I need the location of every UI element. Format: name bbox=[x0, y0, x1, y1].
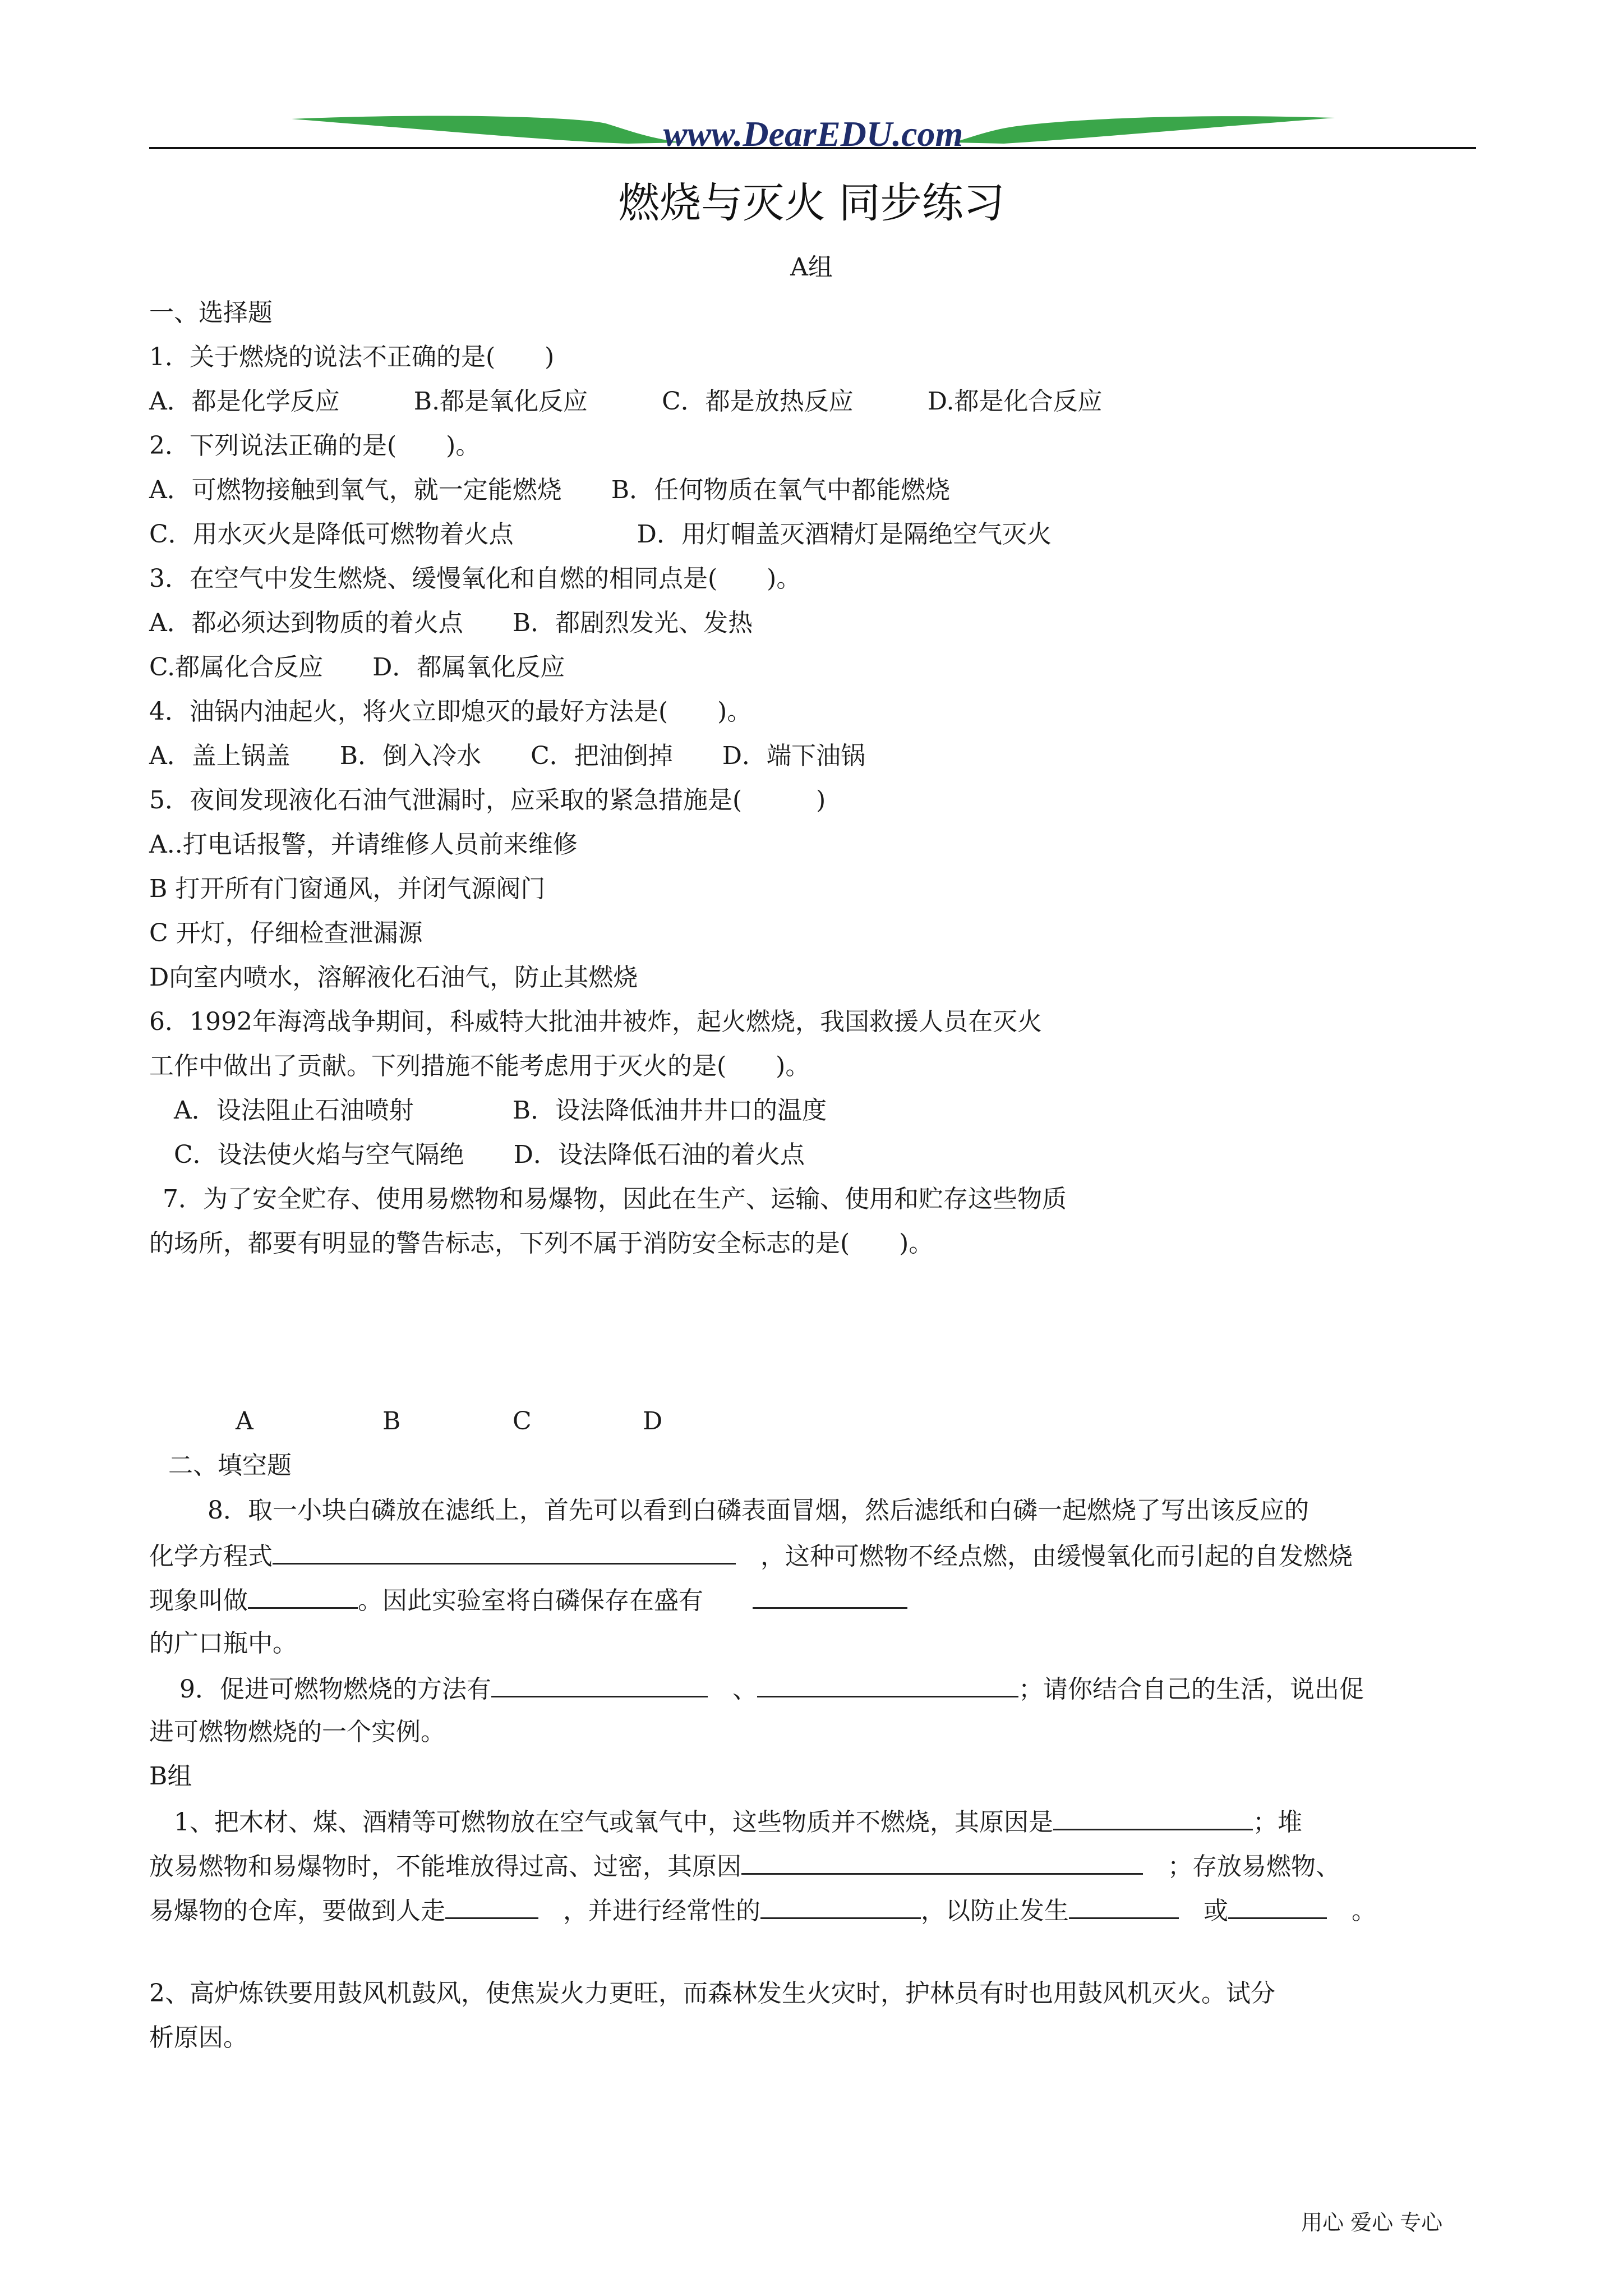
q8-blank-equation[interactable] bbox=[273, 1538, 736, 1565]
group-b-label: B组 bbox=[149, 1762, 192, 1791]
question-1-options: A．都是化学反应 B.都是氧化反应 C．都是放热反应 D.都是化合反应 bbox=[149, 387, 1103, 416]
q8-blank-phenomenon[interactable] bbox=[248, 1582, 358, 1609]
q8-text-after-equation: ，这种可燃物不经点燃，由缓慢氧化而引起的自发燃烧 bbox=[760, 1542, 1353, 1571]
question-8-line3 bbox=[149, 1582, 907, 1618]
question-7-stem-line2: 的场所，都要有明显的警告标志，下列不属于消防安全标志的是( )。 bbox=[149, 1229, 934, 1258]
question-9-line2: 进可燃物燃烧的一个实例。 bbox=[149, 1718, 445, 1746]
q9-separator: 、 bbox=[732, 1675, 757, 1704]
q9-text-after: ；请你结合自己的生活，说出促 bbox=[1018, 1675, 1364, 1704]
question-6-stem-line1: 6．1992年海湾战争期间，科威特大批油井被炸，起火燃烧，我国救援人员在灭火 bbox=[149, 1007, 1042, 1036]
question-1-stem: 1．关于燃烧的说法不正确的是( ) bbox=[149, 343, 555, 371]
b1-line1 bbox=[174, 1804, 1302, 1839]
question-8-line1: 8．取一小块白磷放在滤纸上，首先可以看到白磷表面冒烟，然后滤纸和白磷一起燃烧了写出该反应的 bbox=[208, 1496, 1309, 1525]
question-2-options-row1: A．可燃物接触到氧气，就一定能燃烧 B．任何物质在氧气中都能燃烧 bbox=[149, 476, 951, 504]
b1-line2 bbox=[149, 1848, 1340, 1884]
b1-blank-leave[interactable] bbox=[445, 1893, 538, 1919]
page-title: 燃烧与灭火 同步练习 bbox=[618, 179, 1005, 227]
question-5-option-d: D向室内喷水，溶解液化石油气，防止其燃烧 bbox=[149, 963, 638, 992]
question-5-option-c: C 开灯，仔细检查泄漏源 bbox=[149, 919, 423, 947]
question-7-stem-line1: 7．为了安全贮存、使用易燃物和易爆物，因此在生产、运输、使用和贮存这些物质 bbox=[163, 1185, 1067, 1213]
q8-label-phenomenon: 现象叫做 bbox=[149, 1586, 248, 1615]
section-heading-fill: 二、填空题 bbox=[168, 1451, 292, 1480]
q8-text-storage: 。因此实验室将白磷保存在盛有 bbox=[358, 1586, 703, 1615]
group-a-label: A组 bbox=[790, 253, 833, 282]
b1-blank-prevent2[interactable] bbox=[1228, 1893, 1327, 1919]
question-3-options-row1: A．都必须达到物质的着火点 B．都剧烈发光、发热 bbox=[149, 609, 753, 637]
question-3-stem: 3．在空气中发生燃烧、缓慢氧化和自燃的相同点是( )。 bbox=[149, 564, 801, 593]
question-6-options-row1: A．设法阻止石油喷射 B．设法降低油井井口的温度 bbox=[174, 1096, 827, 1125]
b1-text-or: 或 bbox=[1204, 1897, 1228, 1925]
b1-text-warehouse: 易爆物的仓库，要做到人走 bbox=[149, 1897, 445, 1925]
b2-line2: 析原因。 bbox=[149, 2023, 248, 2052]
page-footer: 用心 爱心 专心 bbox=[1301, 2210, 1443, 2235]
b1-blank-regular[interactable] bbox=[760, 1893, 921, 1919]
header-divider bbox=[149, 147, 1476, 149]
q7-choice-label-a: A bbox=[236, 1407, 253, 1435]
b1-text-stacking: 放易燃物和易爆物时，不能堆放得过高、过密，其原因 bbox=[149, 1852, 741, 1881]
b1-text-after-reason: ；堆 bbox=[1253, 1808, 1302, 1837]
q9-blank-method1[interactable] bbox=[491, 1671, 708, 1697]
question-3-options-row2: C.都属化合反应 D．都属氧化反应 bbox=[149, 653, 565, 682]
q7-choice-label-d: D bbox=[643, 1407, 663, 1435]
b1-text-prevent: ，以防止发生 bbox=[921, 1897, 1069, 1925]
b1-blank-reason[interactable] bbox=[1053, 1804, 1253, 1830]
question-5-option-b: B 打开所有门窗通风，并闭气源阀门 bbox=[149, 875, 546, 903]
q8-label-equation: 化学方程式 bbox=[149, 1542, 273, 1571]
question-5-stem: 5．夜间发现液化石油气泄漏时，应采取的紧急措施是( ) bbox=[149, 786, 826, 815]
b2-line1: 2、高炉炼铁要用鼓风机鼓风，使焦炭火力更旺，而森林发生火灾时，护林员有时也用鼓风机灭火。试分 bbox=[149, 1979, 1275, 2008]
question-4-options: A．盖上锅盖 B．倒入冷水 C．把油倒掉 D．端下油锅 bbox=[149, 742, 866, 770]
question-8-line4: 的广口瓶中。 bbox=[149, 1629, 297, 1658]
q8-blank-storage[interactable] bbox=[753, 1582, 907, 1609]
b1-blank-prevent1[interactable] bbox=[1069, 1893, 1179, 1919]
logo-swoosh-right bbox=[953, 116, 1335, 144]
logo-text: www.DearEDU.com bbox=[663, 114, 963, 154]
b1-text-after-stacking: ；存放易燃物、 bbox=[1168, 1852, 1340, 1881]
question-9-line1 bbox=[179, 1671, 1364, 1706]
logo-swoosh-left bbox=[292, 116, 684, 144]
header-logo bbox=[292, 107, 1335, 157]
question-2-options-row2: C．用水灭火是降低可燃物着火点 D．用灯帽盖灭酒精灯是隔绝空气灭火 bbox=[149, 520, 1052, 549]
b1-blank-stacking[interactable] bbox=[741, 1848, 1143, 1875]
q9-label-methods: 9．促进可燃物燃烧的方法有 bbox=[179, 1675, 491, 1704]
question-6-options-row2: C．设法使火焰与空气隔绝 D．设法降低石油的着火点 bbox=[174, 1140, 805, 1169]
section-heading-choice: 一、选择题 bbox=[149, 298, 273, 327]
b1-text-period: 。 bbox=[1352, 1897, 1376, 1925]
question-8-line2 bbox=[149, 1538, 1353, 1573]
b1-text-regular: ，并进行经常性的 bbox=[563, 1897, 760, 1925]
b1-text-reason: 1、把木材、煤、酒精等可燃物放在空气或氧气中，这些物质并不燃烧，其原因是 bbox=[174, 1808, 1053, 1837]
q7-choice-label-b: B bbox=[382, 1407, 401, 1435]
question-5-option-a: A..打电话报警，并请维修人员前来维修 bbox=[149, 830, 578, 859]
question-6-stem-line2: 工作中做出了贡献。下列措施不能考虑用于灭火的是( )。 bbox=[149, 1052, 810, 1080]
q7-choice-label-c: C bbox=[513, 1407, 532, 1435]
q9-blank-method2[interactable] bbox=[757, 1671, 1018, 1697]
b1-line3 bbox=[149, 1893, 1376, 1928]
question-4-stem: 4．油锅内油起火，将火立即熄灭的最好方法是( )。 bbox=[149, 697, 752, 726]
question-2-stem: 2．下列说法正确的是( )。 bbox=[149, 431, 481, 460]
